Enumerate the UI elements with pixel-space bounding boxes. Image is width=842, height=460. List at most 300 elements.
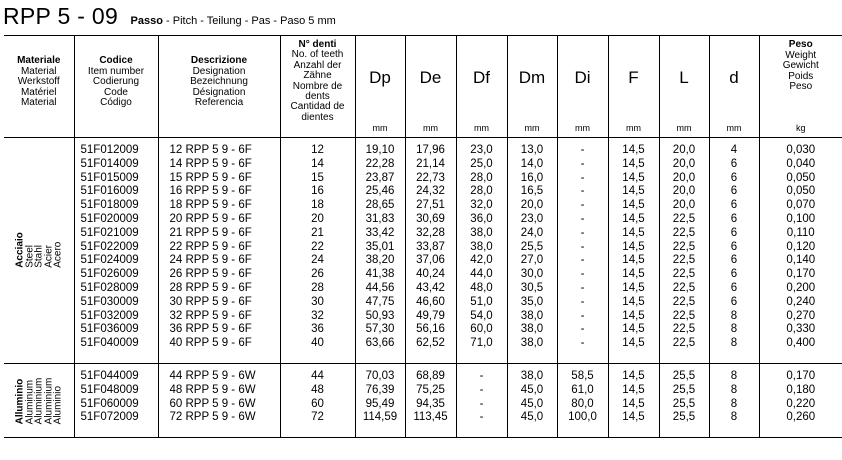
df-cell: 51,0 [456, 296, 507, 310]
material-line: Stahl [33, 245, 44, 269]
f-cell: 14,5 [608, 323, 659, 337]
table-row [4, 310, 842, 324]
l-cell: 22,5 [659, 282, 709, 296]
code-cell: 51F018009 [74, 199, 158, 213]
header-de [405, 36, 456, 138]
weight-cell: 0,260 [786, 411, 816, 424]
header-line: Désignation [192, 86, 246, 98]
f-cell: 14,5 [608, 337, 659, 351]
header-line: Code [104, 86, 128, 98]
code-cell: 51F048009 [74, 384, 158, 398]
de-cell: 22,73 [405, 172, 456, 186]
material-label [15, 377, 63, 424]
dp-cell: 63,66 [355, 337, 405, 351]
teeth-cell: 22 [280, 241, 355, 255]
weight-cell: 0,200 [786, 281, 816, 294]
df-cell: 25,0 [456, 158, 507, 172]
code-cell: 51F014009 [74, 158, 158, 172]
code-cell: 51F026009 [74, 268, 158, 282]
di-cell: 58,5 [557, 370, 608, 384]
dp-cell: 114,59 [355, 411, 405, 425]
df-cell: 28,0 [456, 185, 507, 199]
l-cell: 20,0 [659, 185, 709, 199]
code-cell: 51F021009 [74, 227, 158, 241]
dp-cell: 47,75 [355, 296, 405, 310]
code-cell: 51F016009 [74, 185, 158, 199]
material-label [15, 233, 63, 269]
table-row [4, 185, 842, 199]
di-cell: 61,0 [557, 384, 608, 398]
dp-cell: 38,20 [355, 254, 405, 268]
header-l [659, 36, 709, 138]
material-line: Steel [23, 245, 35, 269]
d-cell: 8 [709, 337, 759, 351]
code-cell: 51F012009 [74, 144, 158, 158]
header-dm [507, 36, 557, 138]
dm-cell: 16,5 [507, 185, 557, 199]
weight-cell: 0,180 [786, 383, 816, 396]
di-cell: 100,0 [557, 411, 608, 425]
table-row [4, 384, 842, 398]
header-dp-unit: mm [372, 123, 388, 133]
code-cell: 51F024009 [74, 254, 158, 268]
code-cell: 51F040009 [74, 337, 158, 351]
header-line: Item number [87, 65, 145, 77]
teeth-cell: 40 [280, 337, 355, 351]
d-cell: 8 [709, 398, 759, 412]
f-cell: 14,5 [608, 227, 659, 241]
header-l-symbol: L [679, 68, 689, 87]
dm-cell: 45,0 [507, 411, 557, 425]
df-cell: 42,0 [456, 254, 507, 268]
f-cell: 14,5 [608, 199, 659, 213]
code-cell: 51F028009 [74, 282, 158, 296]
description-cell: 12 RPP 5 9 - 6F [158, 144, 280, 158]
header-line: Material [20, 65, 57, 77]
table-row [4, 268, 842, 282]
description-cell: 22 RPP 5 9 - 6F [158, 241, 280, 255]
description-cell: 14 RPP 5 9 - 6F [158, 158, 280, 172]
description-cell: 72 RPP 5 9 - 6W [158, 411, 280, 425]
d-cell: 6 [709, 296, 759, 310]
d-cell: 6 [709, 268, 759, 282]
header-weight [759, 36, 842, 138]
l-cell: 22,5 [659, 227, 709, 241]
teeth-cell: 60 [280, 398, 355, 412]
weight-cell: 0,070 [786, 199, 816, 212]
description-cell: 40 RPP 5 9 - 6F [158, 337, 280, 351]
description-cell: 26 RPP 5 9 - 6F [158, 268, 280, 282]
dm-cell: 24,0 [507, 227, 557, 241]
di-cell: - [557, 254, 608, 268]
f-cell: 14,5 [608, 241, 659, 255]
table-row [4, 370, 842, 384]
weight-cell: 0,050 [786, 185, 816, 198]
material-line: Aluminium [42, 377, 54, 424]
table-row [4, 172, 842, 186]
l-cell: 22,5 [659, 241, 709, 255]
header-code [74, 36, 158, 138]
dm-cell: 35,0 [507, 296, 557, 310]
pitch-label: Passo [130, 15, 163, 27]
df-cell: - [456, 384, 507, 398]
weight-cell: 0,270 [786, 309, 816, 322]
header-line: dents [305, 91, 330, 103]
df-cell: - [456, 370, 507, 384]
di-cell: - [557, 310, 608, 324]
header-f [608, 36, 659, 138]
d-cell: 6 [709, 254, 759, 268]
df-cell: 28,0 [456, 172, 507, 186]
teeth-cell: 14 [280, 158, 355, 172]
description-cell: 21 RPP 5 9 - 6F [158, 227, 280, 241]
header-l-unit: mm [676, 123, 692, 133]
material-line: Aluminio [52, 385, 63, 424]
page-title [3, 3, 336, 30]
material-line: Acier [42, 245, 54, 269]
description-cell: 18 RPP 5 9 - 6F [158, 199, 280, 213]
di-cell: - [557, 213, 608, 227]
header-description [158, 36, 280, 138]
header-df-unit: mm [474, 123, 489, 133]
di-cell: - [557, 158, 608, 172]
l-cell: 20,0 [659, 158, 709, 172]
header-line: Materiale [17, 55, 61, 66]
df-cell: 54,0 [456, 310, 507, 324]
header-di [557, 36, 608, 138]
di-cell: - [557, 337, 608, 351]
header-line: Bezeichnung [190, 76, 248, 88]
weight-cell: 0,040 [786, 157, 816, 170]
di-cell: - [557, 268, 608, 282]
pitch-translations: - Pitch - Teilung - Pas - Paso 5 mm [162, 15, 336, 27]
dm-cell: 38,0 [507, 370, 557, 384]
df-cell: 44,0 [456, 268, 507, 282]
header-line: Código [100, 97, 132, 109]
l-cell: 22,5 [659, 337, 709, 351]
description-cell: 44 RPP 5 9 - 6W [158, 370, 280, 384]
de-cell: 56,16 [405, 323, 456, 337]
dm-cell: 27,0 [507, 254, 557, 268]
header-di-unit: mm [575, 123, 590, 133]
de-cell: 21,14 [405, 158, 456, 172]
description-cell: 15 RPP 5 9 - 6F [158, 172, 280, 186]
dm-cell: 13,0 [507, 144, 557, 158]
df-cell: - [456, 398, 507, 412]
f-cell: 14,5 [608, 310, 659, 324]
header-line: Cantidad de [290, 101, 345, 113]
header-line: Poids [788, 70, 814, 82]
material-label-cell [4, 363, 74, 437]
df-cell: 48,0 [456, 282, 507, 296]
header-dp [355, 36, 405, 138]
table-row [4, 337, 842, 351]
di-cell: - [557, 241, 608, 255]
l-cell: 22,5 [659, 310, 709, 324]
header-line: N° denti [298, 39, 337, 50]
header-line: Weight [785, 49, 817, 61]
description-cell: 28 RPP 5 9 - 6F [158, 282, 280, 296]
d-cell: 8 [709, 323, 759, 337]
header-f-unit: mm [626, 123, 641, 133]
description-cell: 48 RPP 5 9 - 6W [158, 384, 280, 398]
f-cell: 14,5 [608, 384, 659, 398]
table-row [4, 296, 842, 310]
description-cell: 60 RPP 5 9 - 6W [158, 398, 280, 412]
header-line: Material [20, 97, 57, 109]
dp-cell: 28,65 [355, 199, 405, 213]
material-line: Acero [52, 242, 63, 269]
l-cell: 25,5 [659, 384, 709, 398]
teeth-cell: 24 [280, 254, 355, 268]
material-line: Aluminium [33, 377, 44, 424]
dp-cell: 70,03 [355, 370, 405, 384]
description-cell: 36 RPP 5 9 - 6F [158, 323, 280, 337]
de-cell: 46,60 [405, 296, 456, 310]
df-cell: 38,0 [456, 241, 507, 255]
de-cell: 49,79 [405, 310, 456, 324]
weight-cell: 0,220 [786, 397, 816, 410]
de-cell: 30,69 [405, 213, 456, 227]
dm-cell: 45,0 [507, 398, 557, 412]
header-line: Designation [192, 65, 246, 77]
header-line: Matériel [20, 86, 57, 98]
material-line: Aluminum [23, 379, 35, 424]
d-cell: 6 [709, 158, 759, 172]
dp-cell: 31,83 [355, 213, 405, 227]
d-cell: 4 [709, 144, 759, 158]
di-cell: - [557, 172, 608, 186]
weight-cell: 0,120 [786, 240, 816, 253]
code-cell: 51F060009 [74, 398, 158, 412]
header-weight-unit: kg [795, 123, 806, 133]
d-cell: 6 [709, 185, 759, 199]
de-cell: 94,35 [405, 398, 456, 412]
aluminum-group [4, 363, 842, 437]
df-cell: - [456, 411, 507, 425]
f-cell: 14,5 [608, 213, 659, 227]
teeth-cell: 18 [280, 199, 355, 213]
teeth-cell: 32 [280, 310, 355, 324]
teeth-cell: 20 [280, 213, 355, 227]
l-cell: 20,0 [659, 199, 709, 213]
di-cell: - [557, 296, 608, 310]
header-di-symbol: Di [574, 68, 591, 87]
teeth-cell: 48 [280, 384, 355, 398]
header-line: No. of teeth [291, 49, 344, 61]
pitch-subtitle [131, 15, 336, 27]
description-cell: 16 RPP 5 9 - 6F [158, 185, 280, 199]
l-cell: 20,0 [659, 172, 709, 186]
teeth-cell: 28 [280, 282, 355, 296]
d-cell: 8 [709, 384, 759, 398]
d-cell: 8 [709, 310, 759, 324]
dp-cell: 22,28 [355, 158, 405, 172]
f-cell: 14,5 [608, 282, 659, 296]
di-cell: - [557, 185, 608, 199]
header-d-symbol: d [729, 68, 739, 87]
di-cell: - [557, 144, 608, 158]
l-cell: 22,5 [659, 213, 709, 227]
df-cell: 32,0 [456, 199, 507, 213]
l-cell: 22,5 [659, 296, 709, 310]
d-cell: 6 [709, 282, 759, 296]
dm-cell: 20,0 [507, 199, 557, 213]
dm-cell: 25,5 [507, 241, 557, 255]
dp-cell: 35,01 [355, 241, 405, 255]
code-cell: 51F032009 [74, 310, 158, 324]
f-cell: 14,5 [608, 254, 659, 268]
l-cell: 22,5 [659, 254, 709, 268]
di-cell: 80,0 [557, 398, 608, 412]
header-de-unit: mm [423, 123, 438, 133]
dm-cell: 38,0 [507, 310, 557, 324]
dm-cell: 38,0 [507, 337, 557, 351]
header-line: Zähne [303, 70, 332, 82]
description-cell: 24 RPP 5 9 - 6F [158, 254, 280, 268]
header-de-symbol: De [419, 68, 442, 87]
df-cell: 60,0 [456, 323, 507, 337]
df-cell: 36,0 [456, 213, 507, 227]
header-line: Codice [99, 55, 133, 66]
d-cell: 6 [709, 172, 759, 186]
weight-cell: 0,050 [786, 171, 816, 184]
d-cell: 6 [709, 241, 759, 255]
weight-cell: 0,240 [786, 295, 816, 308]
spec-table [4, 35, 842, 438]
weight-cell: 0,400 [786, 337, 816, 350]
header-d-unit: mm [726, 123, 742, 133]
table-row [4, 241, 842, 255]
dm-cell: 38,0 [507, 323, 557, 337]
weight-cell: 0,030 [786, 144, 816, 156]
weight-cell: 0,170 [786, 369, 816, 382]
teeth-cell: 21 [280, 227, 355, 241]
dp-cell: 50,93 [355, 310, 405, 324]
de-cell: 62,52 [405, 337, 456, 351]
code-cell: 51F044009 [74, 370, 158, 384]
de-cell: 37,06 [405, 254, 456, 268]
l-cell: 22,5 [659, 268, 709, 282]
header-line: Descrizione [190, 55, 248, 66]
de-cell: 24,32 [405, 185, 456, 199]
code-cell: 51F030009 [74, 296, 158, 310]
di-cell: - [557, 282, 608, 296]
dm-cell: 45,0 [507, 384, 557, 398]
code-cell: 51F036009 [74, 323, 158, 337]
dp-cell: 33,42 [355, 227, 405, 241]
dp-cell: 95,49 [355, 398, 405, 412]
table-row [4, 254, 842, 268]
df-cell: 23,0 [456, 144, 507, 158]
f-cell: 14,5 [608, 185, 659, 199]
weight-cell: 0,100 [786, 212, 816, 225]
table-row [4, 411, 842, 425]
d-cell: 6 [709, 199, 759, 213]
de-cell: 32,28 [405, 227, 456, 241]
table-header [4, 36, 842, 138]
code-cell: 51F015009 [74, 172, 158, 186]
f-cell: 14,5 [608, 144, 659, 158]
dp-cell: 76,39 [355, 384, 405, 398]
weight-cell: 0,170 [786, 268, 816, 281]
header-line: Peso [789, 81, 813, 93]
f-cell: 14,5 [608, 411, 659, 425]
header-line: Gewicht [782, 60, 819, 72]
teeth-cell: 12 [280, 144, 355, 158]
header-line: Codierung [92, 76, 140, 88]
de-cell: 33,87 [405, 241, 456, 255]
table-row [4, 199, 842, 213]
de-cell: 68,89 [405, 370, 456, 384]
di-cell: - [557, 199, 608, 213]
header-line: dientes [301, 111, 334, 123]
table-row [4, 213, 842, 227]
df-cell: 71,0 [456, 337, 507, 351]
code-cell: 51F020009 [74, 213, 158, 227]
de-cell: 27,51 [405, 199, 456, 213]
code-cell: 51F022009 [74, 241, 158, 255]
f-cell: 14,5 [608, 370, 659, 384]
weight-cell: 0,140 [786, 254, 816, 267]
dm-cell: 30,5 [507, 282, 557, 296]
dm-cell: 14,0 [507, 158, 557, 172]
header-dm-symbol: Dm [518, 68, 546, 87]
dp-cell: 44,56 [355, 282, 405, 296]
df-cell: 38,0 [456, 227, 507, 241]
d-cell: 8 [709, 411, 759, 425]
weight-cell: 0,110 [786, 226, 815, 239]
dp-cell: 19,10 [355, 144, 405, 158]
de-cell: 113,45 [405, 411, 456, 425]
di-cell: - [557, 227, 608, 241]
l-cell: 22,5 [659, 323, 709, 337]
header-line: Nombre de [292, 80, 343, 92]
header-line: Anzahl der [293, 59, 342, 71]
header-dm-unit: mm [524, 123, 540, 133]
d-cell: 6 [709, 227, 759, 241]
table-row [4, 323, 842, 337]
material-line: Acciaio [14, 232, 25, 269]
header-df [456, 36, 507, 138]
description-cell: 30 RPP 5 9 - 6F [158, 296, 280, 310]
header-line: Werkstoff [17, 76, 60, 88]
header-dp-symbol: Dp [369, 68, 391, 87]
l-cell: 25,5 [659, 370, 709, 384]
dm-cell: 16,0 [507, 172, 557, 186]
header-line: Peso [788, 39, 813, 50]
product-code-title: RPP 5 - 09 [3, 3, 119, 29]
table-row [4, 144, 842, 158]
table-row [4, 158, 842, 172]
header-material [4, 36, 74, 138]
f-cell: 14,5 [608, 172, 659, 186]
teeth-cell: 44 [280, 370, 355, 384]
f-cell: 14,5 [608, 296, 659, 310]
de-cell: 43,42 [405, 282, 456, 296]
dp-cell: 57,30 [355, 323, 405, 337]
de-cell: 40,24 [405, 268, 456, 282]
description-cell: 32 RPP 5 9 - 6F [158, 310, 280, 324]
l-cell: 25,5 [659, 411, 709, 425]
header-line: Referencia [194, 97, 244, 109]
header-f-symbol: F [628, 68, 639, 87]
material-line: Alluminio [14, 378, 25, 424]
table-row [4, 398, 842, 412]
description-cell: 20 RPP 5 9 - 6F [158, 213, 280, 227]
dp-cell: 25,46 [355, 185, 405, 199]
steel-group [4, 138, 842, 364]
